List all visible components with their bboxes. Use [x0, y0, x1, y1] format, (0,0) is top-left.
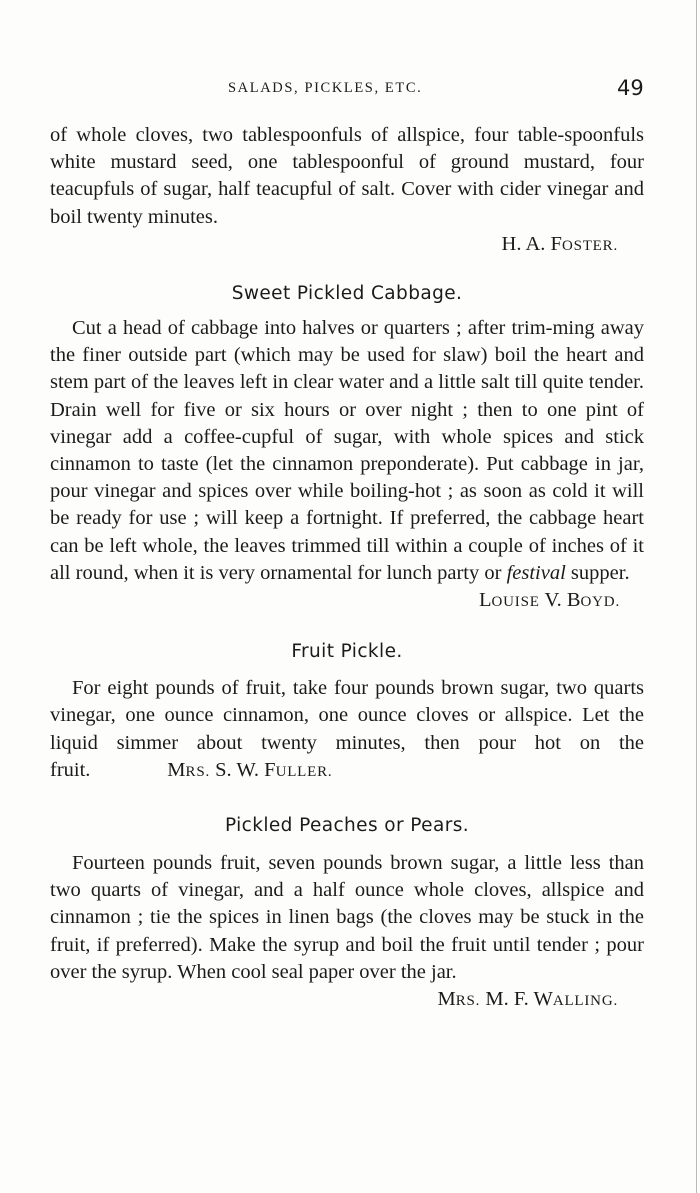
recipe-body-fruit-pickle: For eight pounds of fruit, take four pounds brown sugar, two quarts vinegar, one ounce cinnamon, one ounce cloves or allspice. Let the liquid simmer about twenty minutes, then pour hot on the fruit. MRS. S. W. FULLER. [50, 677, 644, 781]
intro-signature: H. A. FOSTER. [501, 232, 618, 255]
recipe-body-sweet-pickled-cabbage: Cut a head of cabbage into halves or quarters ; after trim-ming away the finer outside part (which may be used for slaw) boil the heart and stem part of the leaves left in clear water and a little salt till quite tender. Drain well for five or six hours or over night ; then to one pint of vinegar add a coffee-cupful of sugar, with whole spices and stick cinnamon to taste (let the cinnamon preponderate). Put cabbage in jar, pour vinegar and spices over while boiling-hot ; as soon as cold it will be ready for use ; will keep a fortnight. If preferred, the cabbage heart can be left whole, the leaves trimmed till within a couple of inches of it all round, when it is very ornamental for lunch party or festival supper. [50, 317, 644, 584]
recipe-signature-sweet-pickled-cabbage: LOUISE V. BOYD. [479, 589, 620, 612]
page-edge-line [696, 0, 697, 1193]
intro-paragraph: of whole cloves, two tablespoonfuls of allspice, four table-spoonfuls white mustard seed, one tablespoonful of ground mustard, four teacupfuls of sugar, half teacupful of salt. Cover with cider vinegar and boil twenty minutes. [50, 124, 644, 228]
page-header [0, 76, 700, 106]
page-content [50, 122, 644, 1015]
recipe-title-pickled-peaches: Pickled Peaches or Pears. [224, 815, 470, 837]
running-head: SALADS, PICKLES, ETC. [228, 80, 423, 96]
recipe-title-sweet-pickled-cabbage: Sweet Pickled Cabbage. [231, 283, 463, 305]
recipe-body-pickled-peaches: Fourteen pounds fruit, seven pounds brown sugar, a little less than two quarts of vinegar, and a half ounce whole cloves, allspice and cinnamon ; tie the spices in linen bags (the cloves may be stuck in the fruit, if preferred). Make the syrup and boil the fruit until tender ; pour over the syrup. When cool seal paper over the jar. [50, 852, 644, 983]
recipe-signature-pickled-peaches: MRS. M. F. WALLING. [437, 988, 618, 1011]
recipe-title-fruit-pickle: Fruit Pickle. [291, 641, 403, 663]
page-number: 49 [617, 76, 644, 100]
recipe-signature-fruit-pickle: MRS. S. W. FULLER. [167, 758, 333, 781]
